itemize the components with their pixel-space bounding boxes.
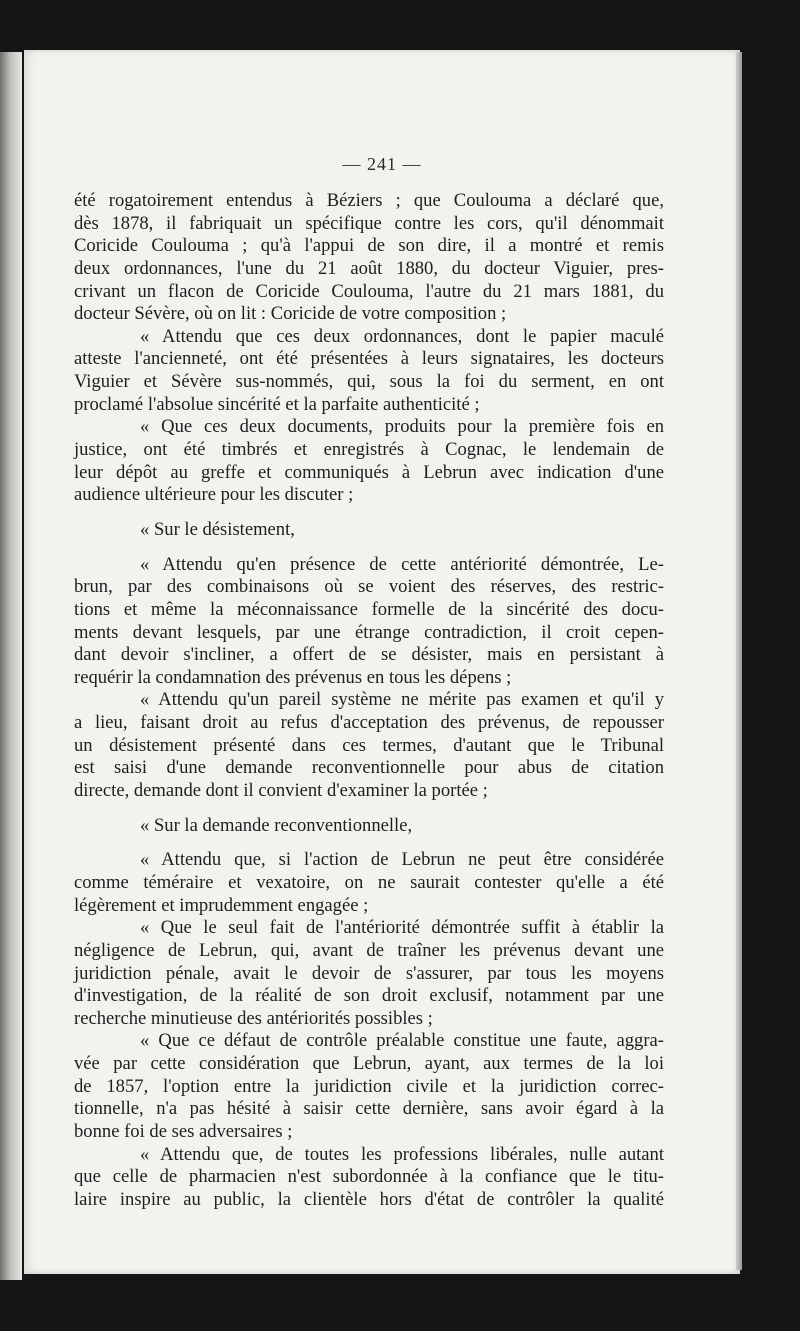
text-line: tions et même la méconnaissance formelle de la sincérité des docu- bbox=[74, 598, 664, 620]
text-line: « Attendu que ces deux ordonnances, dont le papier maculé bbox=[140, 325, 664, 347]
text-line: audience ultérieure pour les discuter ; bbox=[74, 484, 354, 506]
paragraph-gap bbox=[74, 803, 664, 815]
text-line: bonne foi de ses adversaires ; bbox=[74, 1120, 293, 1142]
text-line: atteste l'ancienneté, ont été présentées à leurs signataires, les docteurs bbox=[74, 348, 664, 370]
text-line: a lieu, faisant droit au refus d'acceptation des prévenus, de repousser bbox=[74, 712, 664, 734]
text-line: « Attendu que, de toutes les professions libérales, nulle autant bbox=[140, 1143, 664, 1165]
text-line: légèrement et imprudemment engagée ; bbox=[74, 894, 369, 916]
paragraph-gap bbox=[74, 542, 664, 554]
text-line: « Attendu qu'un pareil système ne mérite pas examen et qu'il y bbox=[140, 689, 664, 711]
text-line: juridiction pénale, avait le devoir de s'assurer, par tous les moyens bbox=[74, 962, 664, 984]
text-line: directe, demande dont il convient d'examiner la portée ; bbox=[74, 780, 488, 802]
text-line: que celle de pharmacien n'est subordonnée à la confiance que le titu- bbox=[74, 1166, 664, 1188]
text-line: « Que ces deux documents, produits pour la première fois en bbox=[140, 416, 664, 438]
text-line: un désistement présenté dans ces termes, d'autant que le Tribunal bbox=[74, 734, 664, 756]
text-line: justice, ont été timbrés et enregistrés à Cognac, le lendemain de bbox=[74, 439, 664, 461]
text-line: requérir la condamnation des prévenus en tous les dépens ; bbox=[74, 666, 512, 688]
text-line: docteur Sévère, où on lit : Coricide de votre composition ; bbox=[74, 303, 507, 325]
page-number: — 241 — bbox=[342, 154, 422, 174]
text-line: est saisi d'une demande reconventionnelle pour abus de citation bbox=[74, 757, 664, 779]
text-line: négligence de Lebrun, qui, avant de traîner les prévenus devant une bbox=[74, 939, 664, 961]
text-line: leur dépôt au greffe et communiqués à Lebrun avec indication d'une bbox=[74, 461, 664, 483]
text-line: deux ordonnances, l'une du 21 août 1880, du docteur Viguier, pres- bbox=[74, 257, 664, 279]
text-line: crivant un flacon de Coricide Coulouma, l'autre du 21 mars 1881, du bbox=[74, 280, 664, 302]
paragraph-gap bbox=[74, 837, 664, 849]
text-line: « Attendu que, si l'action de Lebrun ne peut être considérée bbox=[140, 849, 664, 871]
text-line: « Que le seul fait de l'antériorité démontrée suffit à établir la bbox=[140, 917, 664, 939]
text-line: de 1857, l'option entre la juridiction civile et la juridiction correc- bbox=[74, 1075, 664, 1097]
text-line: brun, par des combinaisons où se voient des réserves, des restric- bbox=[74, 576, 664, 598]
text-line: vée par cette considération que Lebrun, ayant, aux termes de la loi bbox=[74, 1053, 664, 1075]
text-line: Viguier et Sévère sus-nommés, qui, sous la foi du serment, en ont bbox=[74, 371, 664, 393]
paragraph-gap bbox=[74, 507, 664, 519]
text-line: été rogatoirement entendus à Béziers ; que Coulouma a déclaré que, bbox=[74, 190, 664, 211]
text-line: laire inspire au public, la clientèle hors d'état de contrôler la qualité bbox=[74, 1188, 664, 1210]
text-line: ments devant lesquels, par une étrange contradiction, il croit cepen- bbox=[74, 621, 664, 643]
text-line: tionnelle, n'a pas hésité à saisir cette dernière, sans avoir égard à la bbox=[74, 1098, 664, 1120]
section-heading: « Sur le désistement, bbox=[140, 518, 295, 540]
text-line: « Que ce défaut de contrôle préalable constitue une faute, aggra- bbox=[140, 1030, 664, 1052]
text-line: d'investigation, de la réalité de son droit exclusif, notamment par une bbox=[74, 985, 664, 1007]
page-right-edge bbox=[736, 52, 742, 1270]
text-line: recherche minutieuse des antériorités possibles ; bbox=[74, 1007, 433, 1029]
text-line: dès 1878, il fabriquait un spécifique contre les cors, qu'il dénommait bbox=[74, 212, 664, 234]
previous-page-edge bbox=[0, 52, 22, 1280]
book-page bbox=[24, 50, 740, 1274]
text-line: comme téméraire et vexatoire, on ne saurait contester qu'elle a été bbox=[74, 871, 664, 893]
text-line: proclamé l'absolue sincérité et la parfaite authenticité ; bbox=[74, 393, 480, 415]
body-text bbox=[74, 190, 664, 1212]
text-line: dant devoir s'incliner, a offert de se désister, mais en persistant à bbox=[74, 644, 664, 666]
section-heading: « Sur la demande reconventionnelle, bbox=[140, 814, 413, 836]
text-line: « Attendu qu'en présence de cette antériorité démontrée, Le- bbox=[140, 553, 664, 575]
text-line: Coricide Coulouma ; qu'à l'appui de son dire, il a montré et remis bbox=[74, 235, 664, 257]
